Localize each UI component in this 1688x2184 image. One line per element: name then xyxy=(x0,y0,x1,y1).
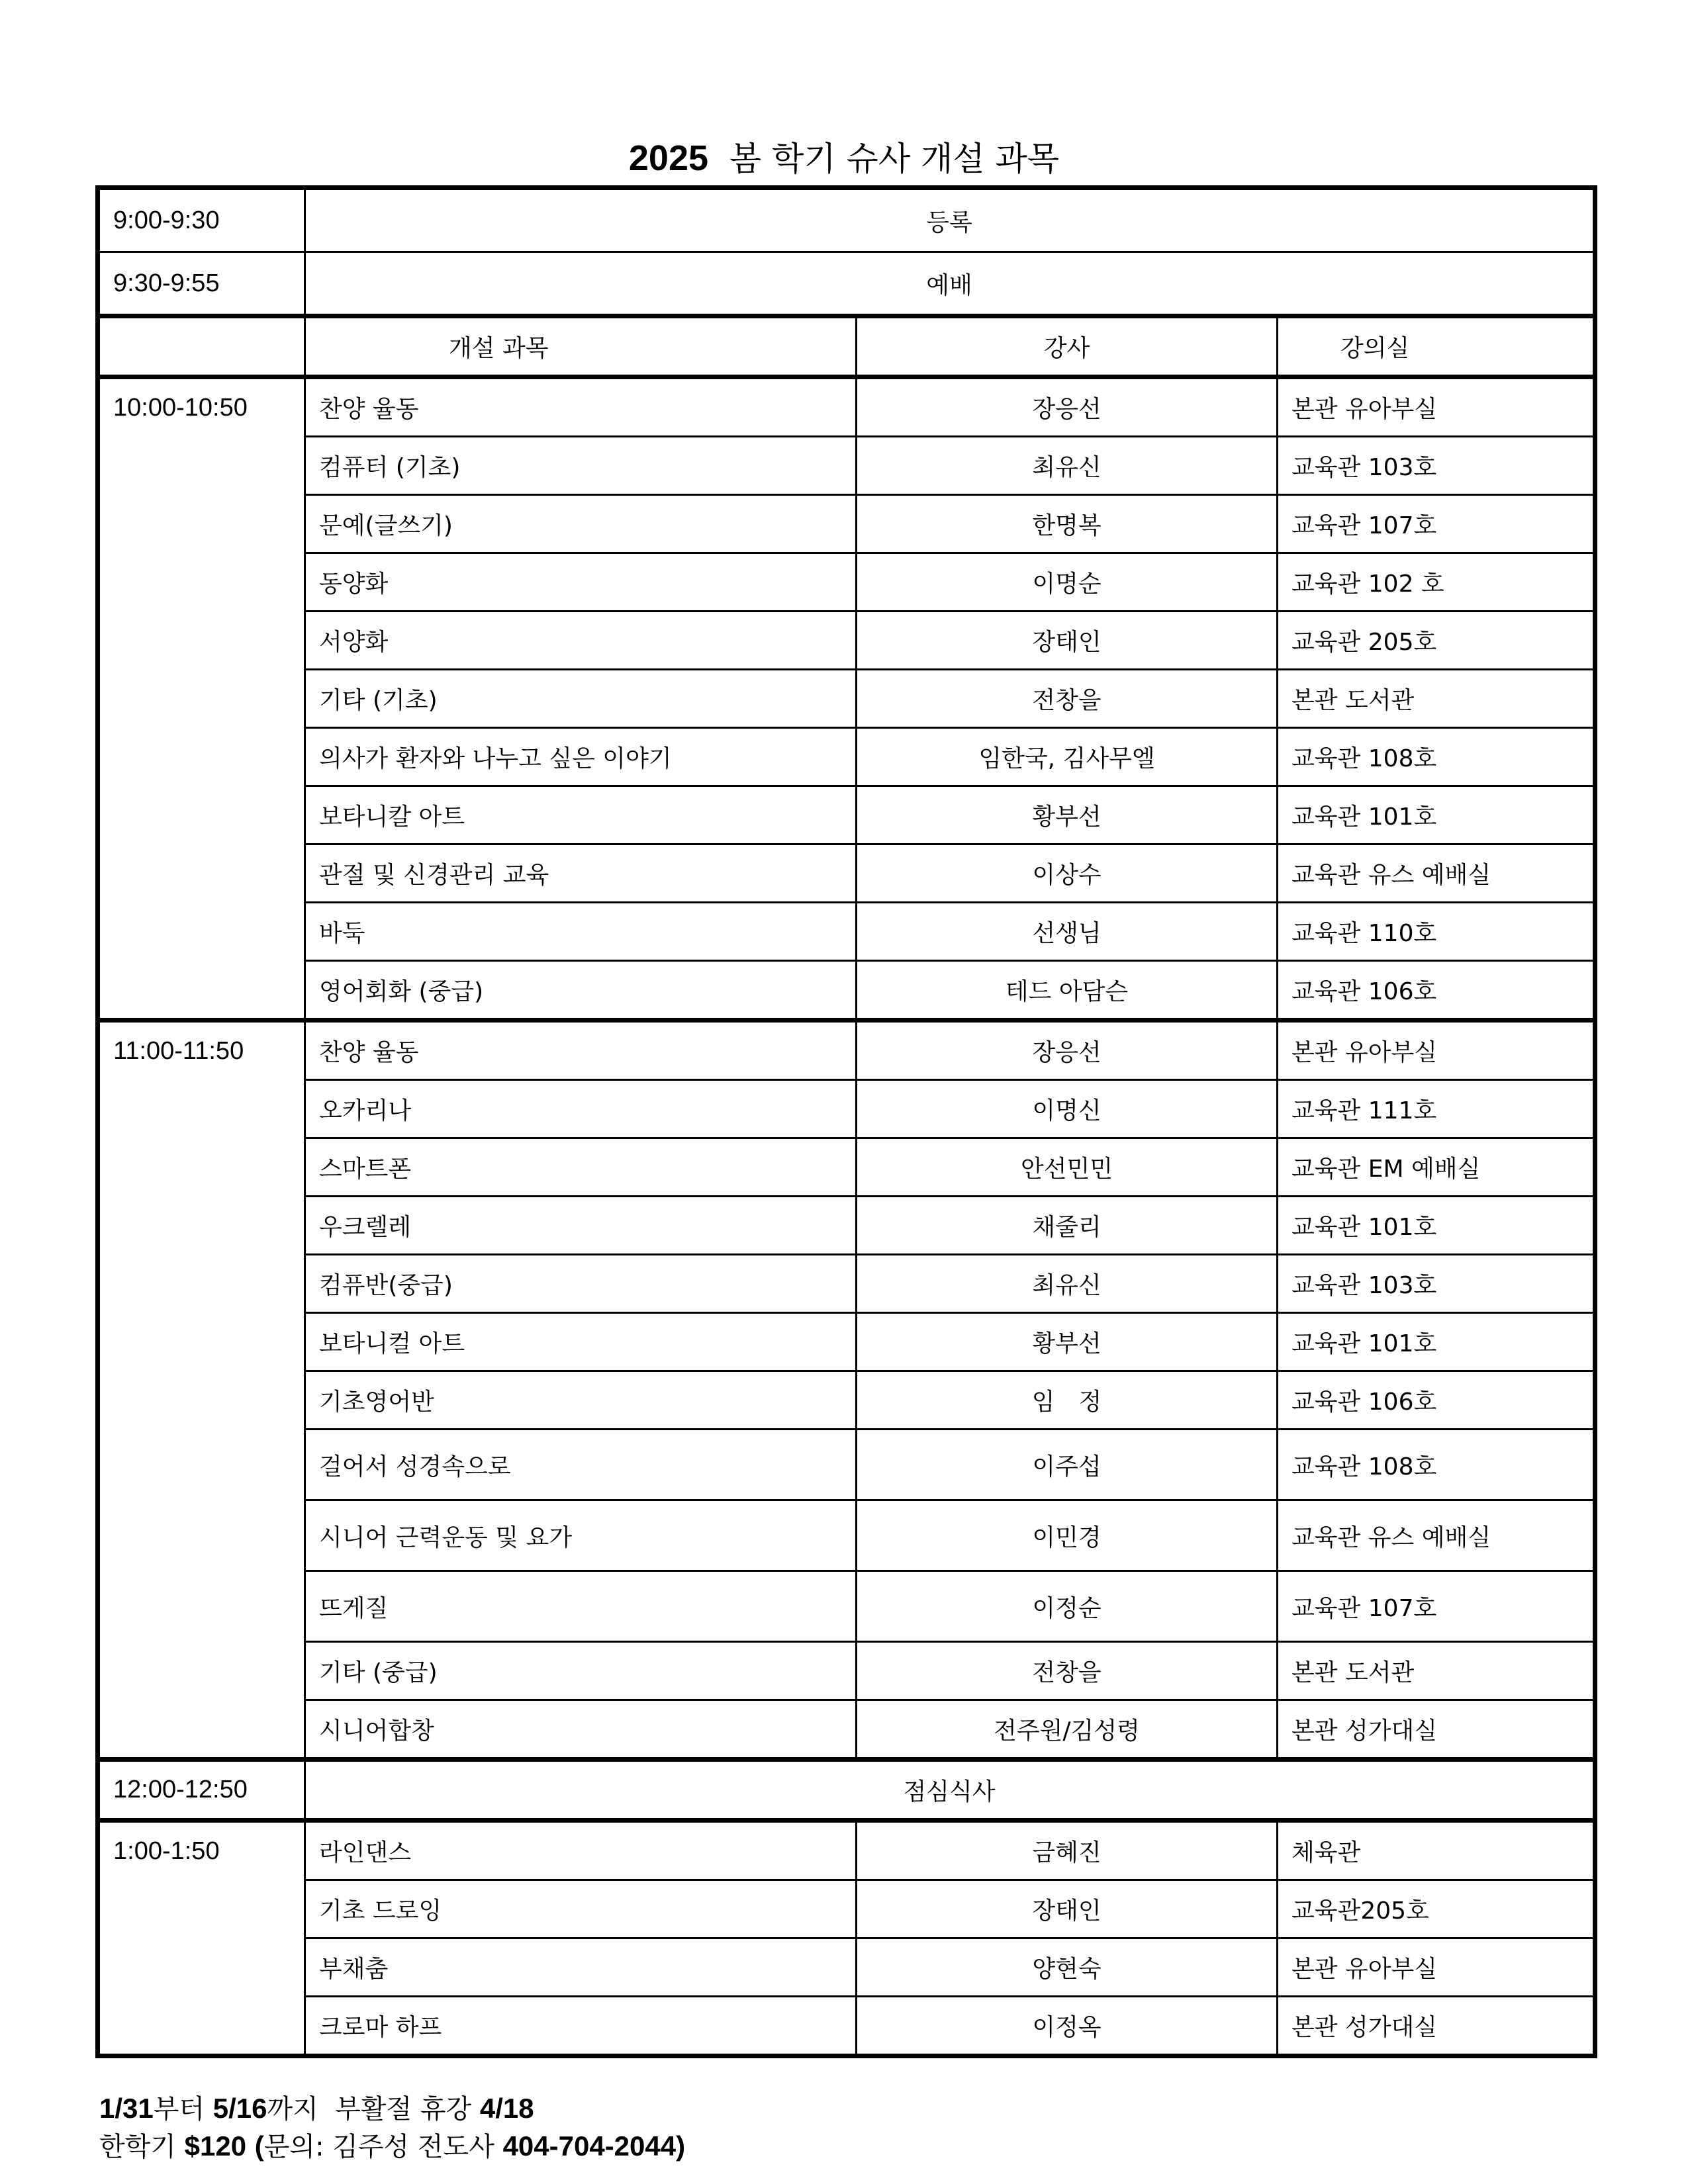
course-row xyxy=(98,1138,1595,1197)
instructor-name: 전주원/김성령 xyxy=(857,1700,1278,1760)
classroom: 교육관 111호 xyxy=(1278,1080,1595,1138)
course-row xyxy=(98,961,1595,1021)
lunch-row xyxy=(98,1760,1595,1821)
lunch-label: 점심식사 xyxy=(305,1760,1595,1821)
worship-time: 9:30-9:55 xyxy=(98,252,305,316)
footer-note xyxy=(99,2090,685,2165)
instructor-name: 한명복 xyxy=(857,495,1278,553)
registration-row xyxy=(98,188,1595,252)
course-row xyxy=(98,1255,1595,1313)
course-row xyxy=(98,670,1595,728)
course-name: 우크렐레 xyxy=(305,1197,857,1255)
course-name: 뜨게질 xyxy=(305,1571,857,1642)
fee-amount: $120 xyxy=(184,2130,247,2161)
classroom: 교육관 EM 예배실 xyxy=(1278,1138,1595,1197)
instructor-name: 황부선 xyxy=(857,786,1278,844)
course-row xyxy=(98,1430,1595,1500)
course-row xyxy=(98,1500,1595,1571)
header-time-blank xyxy=(98,316,305,377)
contact-label: 문의: xyxy=(263,2132,324,2162)
classroom: 교육관 106호 xyxy=(1278,961,1595,1021)
course-row xyxy=(98,377,1595,437)
course-name: 보타니칼 아트 xyxy=(305,786,857,844)
course-name: 문예(글쓰기) xyxy=(305,495,857,553)
instructor-name: 전창을 xyxy=(857,670,1278,728)
course-name: 보타니컬 아트 xyxy=(305,1313,857,1371)
page-title xyxy=(0,135,1688,182)
course-row xyxy=(98,1197,1595,1255)
schedule-body xyxy=(98,188,1595,2056)
classroom: 교육관 107호 xyxy=(1278,495,1595,553)
classroom: 교육관 108호 xyxy=(1278,1430,1595,1500)
contact-open: ( xyxy=(254,2130,264,2161)
instructor-name: 최유신 xyxy=(857,1255,1278,1313)
period-time: 1:00-1:50 xyxy=(98,1821,305,2056)
course-row xyxy=(98,612,1595,670)
instructor-name: 선생님 xyxy=(857,903,1278,961)
instructor-name: 이명순 xyxy=(857,553,1278,612)
instructor-name: 장응선 xyxy=(857,377,1278,437)
course-name: 컴퓨반(중급) xyxy=(305,1255,857,1313)
course-row xyxy=(98,786,1595,844)
course-name: 동양화 xyxy=(305,553,857,612)
footer-fee xyxy=(99,2128,685,2165)
instructor-name: 장태인 xyxy=(857,612,1278,670)
header-course: 개설 과목 xyxy=(305,316,857,377)
classroom: 교육관 103호 xyxy=(1278,437,1595,495)
course-name: 컴퓨터 (기초) xyxy=(305,437,857,495)
header-room: 강의실 xyxy=(1278,316,1595,377)
lunch-time: 12:00-12:50 xyxy=(98,1760,305,1821)
instructor-name: 이정순 xyxy=(857,1571,1278,1642)
course-name: 부채춤 xyxy=(305,1938,857,1997)
period-time: 10:00-10:50 xyxy=(98,377,305,1021)
footer-dates xyxy=(99,2090,685,2128)
easter-break-label: 부활절 휴강 xyxy=(335,2094,472,2124)
course-name: 스마트폰 xyxy=(305,1138,857,1197)
course-name: 찬양 율동 xyxy=(305,377,857,437)
classroom: 본관 유아부실 xyxy=(1278,1021,1595,1080)
course-name: 걸어서 성경속으로 xyxy=(305,1430,857,1500)
course-name: 바둑 xyxy=(305,903,857,961)
course-name: 의사가 환자와 나누고 싶은 이야기 xyxy=(305,728,857,786)
course-row xyxy=(98,1821,1595,1880)
title-year: 2025 xyxy=(628,138,709,178)
fee-label: 한학기 xyxy=(99,2132,176,2162)
course-row xyxy=(98,1880,1595,1938)
instructor-name: 안선민민 xyxy=(857,1138,1278,1197)
course-row xyxy=(98,844,1595,903)
course-name: 기타 (기초) xyxy=(305,670,857,728)
instructor-name: 금혜진 xyxy=(857,1821,1278,1880)
contact-name: 김주성 전도사 xyxy=(332,2132,494,2162)
classroom: 교육관 유스 예배실 xyxy=(1278,1500,1595,1571)
course-row xyxy=(98,1371,1595,1430)
instructor-name: 임 정 xyxy=(857,1371,1278,1430)
classroom: 본관 유아부실 xyxy=(1278,377,1595,437)
worship-label: 예배 xyxy=(305,252,1595,316)
course-name: 영어회화 (중급) xyxy=(305,961,857,1021)
classroom: 교육관 101호 xyxy=(1278,786,1595,844)
term-end-date: 5/16 xyxy=(212,2093,267,2124)
course-name: 관절 및 신경관리 교육 xyxy=(305,844,857,903)
registration-time: 9:00-9:30 xyxy=(98,188,305,252)
instructor-name: 임한국, 김사무엘 xyxy=(857,728,1278,786)
course-row xyxy=(98,1700,1595,1760)
instructor-name: 이정옥 xyxy=(857,1997,1278,2056)
classroom: 본관 성가대실 xyxy=(1278,1700,1595,1760)
course-name: 기초영어반 xyxy=(305,1371,857,1430)
classroom: 교육관205호 xyxy=(1278,1880,1595,1938)
instructor-name: 황부선 xyxy=(857,1313,1278,1371)
worship-row xyxy=(98,252,1595,316)
classroom: 교육관 110호 xyxy=(1278,903,1595,961)
course-row xyxy=(98,1571,1595,1642)
easter-break-date: 4/18 xyxy=(479,2093,534,2124)
instructor-name: 최유신 xyxy=(857,437,1278,495)
classroom: 교육관 103호 xyxy=(1278,1255,1595,1313)
contact-phone: 404-704-2044) xyxy=(502,2130,686,2161)
instructor-name: 장태인 xyxy=(857,1880,1278,1938)
classroom: 본관 도서관 xyxy=(1278,670,1595,728)
course-row xyxy=(98,553,1595,612)
course-row xyxy=(98,903,1595,961)
title-text: 봄 학기 슈사 개설 과목 xyxy=(729,140,1060,178)
classroom: 교육관 유스 예배실 xyxy=(1278,844,1595,903)
header-row xyxy=(98,316,1595,377)
course-name: 시니어 근력운동 및 요가 xyxy=(305,1500,857,1571)
classroom: 체육관 xyxy=(1278,1821,1595,1880)
schedule-table xyxy=(95,185,1597,2058)
classroom: 교육관 205호 xyxy=(1278,612,1595,670)
instructor-name: 양현숙 xyxy=(857,1938,1278,1997)
course-name: 오카리나 xyxy=(305,1080,857,1138)
course-row xyxy=(98,495,1595,553)
term-from: 부터 xyxy=(153,2094,205,2124)
registration-label: 등록 xyxy=(305,188,1595,252)
classroom: 교육관 108호 xyxy=(1278,728,1595,786)
course-name: 시니어합창 xyxy=(305,1700,857,1760)
instructor-name: 장응선 xyxy=(857,1021,1278,1080)
classroom: 본관 성가대실 xyxy=(1278,1997,1595,2056)
course-name: 서양화 xyxy=(305,612,857,670)
instructor-name: 이명신 xyxy=(857,1080,1278,1138)
classroom: 교육관 107호 xyxy=(1278,1571,1595,1642)
course-row xyxy=(98,1938,1595,1997)
course-name: 라인댄스 xyxy=(305,1821,857,1880)
course-name: 크로마 하프 xyxy=(305,1997,857,2056)
instructor-name: 이상수 xyxy=(857,844,1278,903)
classroom: 본관 도서관 xyxy=(1278,1642,1595,1700)
period-time: 11:00-11:50 xyxy=(98,1021,305,1760)
course-row xyxy=(98,1313,1595,1371)
term-until: 까지 xyxy=(267,2094,318,2124)
classroom: 교육관 101호 xyxy=(1278,1313,1595,1371)
instructor-name: 테드 아담슨 xyxy=(857,961,1278,1021)
course-row xyxy=(98,1997,1595,2056)
classroom: 교육관 106호 xyxy=(1278,1371,1595,1430)
course-row xyxy=(98,1080,1595,1138)
instructor-name: 전창을 xyxy=(857,1642,1278,1700)
course-row xyxy=(98,728,1595,786)
course-row xyxy=(98,1642,1595,1700)
course-row xyxy=(98,437,1595,495)
course-name: 찬양 율동 xyxy=(305,1021,857,1080)
term-start-date: 1/31 xyxy=(99,2093,154,2124)
course-name: 기타 (중급) xyxy=(305,1642,857,1700)
classroom: 교육관 101호 xyxy=(1278,1197,1595,1255)
classroom: 교육관 102 호 xyxy=(1278,553,1595,612)
course-name: 기초 드로잉 xyxy=(305,1880,857,1938)
header-instructor: 강사 xyxy=(857,316,1278,377)
classroom: 본관 유아부실 xyxy=(1278,1938,1595,1997)
instructor-name: 이주섭 xyxy=(857,1430,1278,1500)
course-row xyxy=(98,1021,1595,1080)
instructor-name: 채줄리 xyxy=(857,1197,1278,1255)
instructor-name: 이민경 xyxy=(857,1500,1278,1571)
